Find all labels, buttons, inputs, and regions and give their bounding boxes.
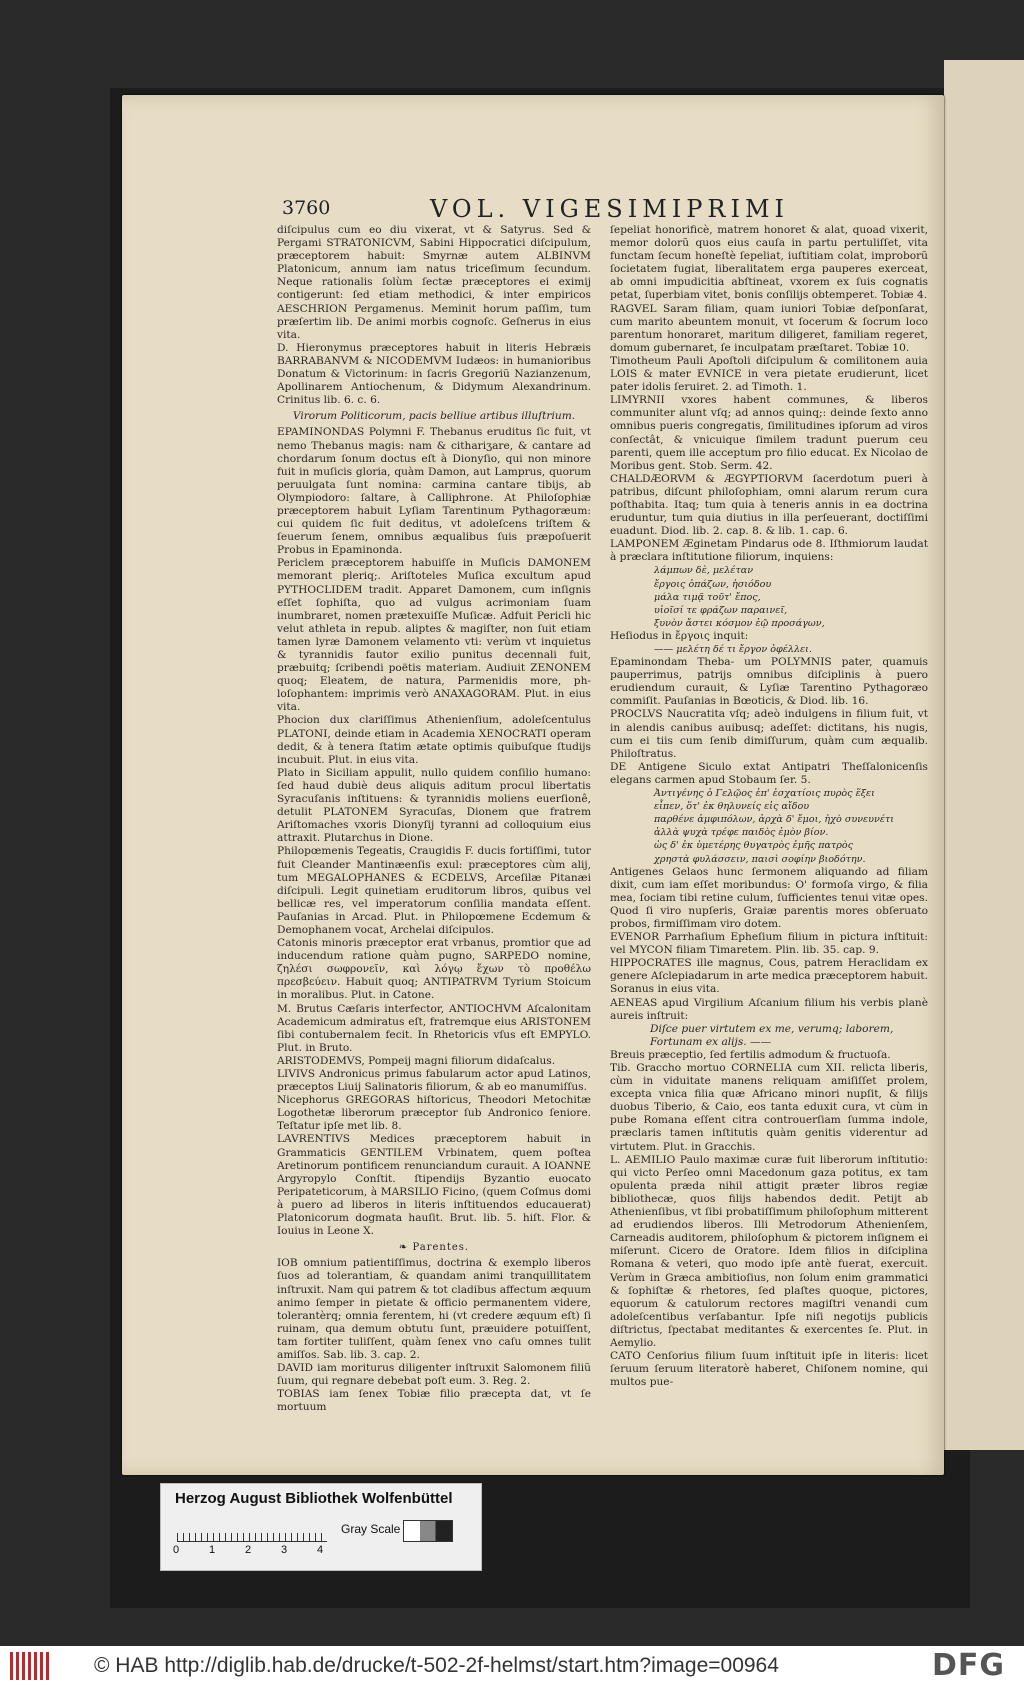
text-paragraph: L. AEMILIO Paulo maximæ curæ fuit liberorum inſtitutio: qui victo Perſeo omni Macedonum gaza potitus, ex tam opulenta præda nihil attigit præter libros regiæ bibliothecæ, quos filijs habendos dedit. Petijt ab Athenienſibus, vt ſibi probatiſſimum philoſophum mitterent ad erudiendos liberos. Illi Metrodorum Athenienſem, Carneadis auditorem, philoſophum & pictorem inſignem ei miſerunt. Cicero de Oratore. Idem filios in diſciplina Romana & veteri, quo modo ipſe antè fuerat, exercuit. Verùm in Græca ambitioſius, non ſolum enim grammatici & ſophiſtæ & rhetores, ſed plaſtes quoque, pictores, equorum & catulorum rectores magiſtri venandi cum adoleſcentibus verſabantur. Ipſe niſi negotijs publicis diſtrictus, ſpectabat meditantes & exercentes ſe. Plut. in Aemylio. (610, 1153, 928, 1349)
text-paragraph: D. Hieronymus præceptores habuit in literis Hebræis BARRABANVM & NICODEMVM Iudæos: in humanioribus Donatum & Victorinum: in ſacris Gregoriũ Nazianzenum, Apollinarem Antiochenum, & Didymum Alexandrinum. Crinitus lib. 6. c. 6. (277, 341, 591, 407)
text-paragraph: CATO Cenſorius filium ſuum inſtituit ipſe in literis: licet ſeruum ſeruum literatorè haberet, Chiſonem nomine, qui multos pue- (610, 1350, 928, 1389)
greek-verse-line: ξυνὸν ἄστει κόσμον ἑῷ προσάγων, (654, 617, 825, 629)
text-paragraph: Nicephorus GREGORAS hiſtoricus, Theodori Metochitæ Logothetæ liberorum præceptor ſub Andronico ſeniore. Teſtatur ipſe met lib. 8. (277, 1094, 591, 1133)
greek-verse-line: μάλα τιμᾷ τοῦτ' ἔπος, (654, 591, 761, 603)
text-paragraph: Timotheum Pauli Apoſtoli diſcipulum & comilitonem auia LOIS & mater EVNICE in vera pietate erudierunt, licet pater idolis ſeruiret. 2. ad Timoth. 1. (610, 354, 928, 394)
gray-scale-swatch (403, 1520, 453, 1542)
text-paragraph: PROCLVS Naucratita vſq; adeò indulgens in filium fuit, vt in alendis canibus auibusq; adeſſet: dictitans, his nugis, cum ei tiis cum ſenib dimiſſurum, quàm cum æqualib. Philoſtratus. (610, 708, 928, 760)
library-name: Herzog August Bibliothek Wolfenbüttel (175, 1490, 453, 1507)
text-paragraph: HIPPOCRATES ille magnus, Cous, patrem Heraclidam ex genere Aſclepiadarum in arte medica præceptorem habuit. Soranus in eius vita. (610, 957, 928, 996)
text-paragraph: Antigenes Gelaos hunc ſermonem aliquando ad filiam dixit, cum iam eſſet moribundus: O' formoſa virgo, & filia mea, ſociam tibi retine culum, ſufficientes tenui vitæ opes. Quod ſi viro nupſeris, Graiæ parentis mores obſeruato probos, firmiſſimam viro dotem. (610, 865, 928, 930)
facing-page-edge (944, 60, 1024, 1450)
text-paragraph: LIMYRNII vxores habent communes, & liberos communiter alunt vſq; ad annos quinq;: deinde ſexto anno omnibus pueris congregatis, ſimilitudines ipſorum ad viros conſectât, & vnicuique ſimilem tradunt puerum ceu parenti, quem ille acceptum pro filio educat. Ex Nicolao de Moribus gent. Stob. Serm. 42. (610, 394, 928, 472)
greek-verse-line: χρηστὰ φυλάσσειν, παισὶ σοφίην βιοδότην. (654, 853, 866, 865)
text-paragraph: Heſiodus in ἔργοις inquit: (610, 629, 749, 642)
text-paragraph: DE Antigene Siculo extat Antipatri Theſſalonicenſis elegans carmen apud Stobaum ſer. 5. (610, 760, 928, 786)
text-paragraph: AENEAS apud Virgilium Aſcanium filium his verbis planè aureis inſtruit: (610, 996, 928, 1022)
ruler-scale (177, 1519, 327, 1542)
greek-verse-line: εἶπεν, ὅτ' ἐκ θηλυνείς εἰς αἴδου (654, 801, 810, 813)
greek-verse-line: υἱοῖσί τε φράζων παραινεῖ, (654, 604, 788, 616)
text-paragraph: Epaminondam Theba- um POLYMNIS pater, quamuis pauperrimus, patrijs omnibus diſciplinis à puero erudiendum curauit, & Lyſiæ Tarentino Pythagoræo commiſit. Pauſanias in Bœoticis, & Diod. lib. 16. (610, 656, 928, 708)
text-paragraph: ARISTODEMVS, Pompeij magni filiorum didaſcalus. (277, 1054, 556, 1067)
text-paragraph: Plato in Siciliam appulit, nullo quidem conſilio humano: ſed haud dubiè deus aliquis aditum procul libertatis Syracuſanis inſtituens: & tyrannidis moliens euerſionê, detulit PLATONEM Syracuſas, Dionem que fratrem Ariſtomaches vxoris Dionyſij tyranni ad colloquium eius attraxit. Plutarchus in Dione. (277, 766, 591, 845)
latin-verse-line: Fortunam ex alijs. —— (650, 1035, 772, 1048)
text-paragraph: diſcipulus cum eo diu vixerat, vt & Satyrus. Sed & Pergami STRATONICVM, Sabini Hippocratici diſcipulum, præceptorem habuit: Smyrnæ autem ALBINVM Platonicum, annum iam natus triceſimum ſecundum. Neque rationalis ſolùm ſectæ præceptores ei eximij contigerunt: ſed etiam methodici, & inter empiricos AESCHRION Pergamenus. Meminit horum paſſim, tum præſertim lib. De animi morbis cognoſc. Geſnerus in eius vita. (277, 224, 591, 341)
source-url[interactable]: © HAB http://diglib.hab.de/drucke/t-502-2f-helmst/start.htm?image=00964 (94, 1654, 779, 1677)
greek-verse-line: —— μελέτη δέ τι ἔργον ὀφέλλει. (654, 644, 812, 655)
text-paragraph: LAVRENTIVS Medices præceptorem habuit in Grammaticis GENTILEM Vrbinatem, quem poſtea Aretinorum pontificem renunciandum curauit. A IOANNE Argyropylo Conſtit. ſtipendijs Byzantio euocato Peripateticorum, à MARSILIO Ficino, (quem Coſmus domi à puero ad liberos in literis inſtituendos educauerat) Platonicorum dogmata hauſit. Brut. lib. 5. hiſt. Flor. & Iouius in Leone X. (277, 1133, 591, 1238)
section-heading: Virorum Politicorum, pacis belliue artibus illuſtrium. (292, 410, 576, 423)
text-paragraph: LAMPONEM Æginetam Pindarus ode 8. Iſthmiorum laudat à præclara inſtitutione filiorum, inquiens: (610, 538, 928, 564)
hab-logo-icon (10, 1652, 50, 1680)
latin-verse-line: Diſce puer virtutem ex me, verumq; laborem, (650, 1022, 894, 1035)
ruler-number: 2 (245, 1544, 252, 1556)
text-paragraph: Breuis præceptio, ſed fertilis admodum & fructuoſa. (610, 1048, 891, 1061)
ruler-number: 4 (317, 1544, 324, 1556)
text-paragraph: EVENOR Parrhaſium Epheſium filium in pictura inſtituit: vel MYCON filiam Timaretem. Plin. lib. 35. cap. 9. (610, 931, 928, 957)
running-title: VOL. VIGESIMIPRIMI (430, 195, 790, 223)
text-paragraph: LIVIVS Andronicus primus fabularum actor apud Latinos, præceptos Liuij Salinatoris filiorum, & ab eo manumiſſus. (277, 1068, 591, 1094)
gray-scale-card (160, 1483, 482, 1571)
page-number: 3760 (282, 197, 331, 219)
text-paragraph: CHALDÆORVM & ÆGYPTIORVM ſacerdotum pueri à patribus, diſcunt philoſophiam, omni alarum rerum cura poſthabita. Itaq; tum quia à teneris annis in ea doctrina eruduntur, tum quia diutius in illa perſeuerant, doctiſſimi euadunt. Diod. lib. 2. cap. 8. & lib. 1. cap. 6. (610, 472, 928, 538)
text-paragraph: RAGVEL Saram filiam, quam iuniori Tobiæ deſponſarat, cum marito abeuntem monuit, vt ſocerum & ſocrum loco parentum honoraret, maritum diligeret, familiam regeret, domum gubernaret, ſe inculpatam præſtaret. Tobiæ 10. (610, 302, 928, 354)
greek-verse-line: ὡς δ' ἐκ ὑμετέρης θυγατρὸς ἐμῆς πατρὸς (654, 840, 854, 852)
text-paragraph: Phocion dux clariſſimus Athenienſium, adoleſcentulus PLATONI, deinde etiam in Academia XENOCRATI operam dedit, & à tenera ſtatim ætate optimis quibuſque ſtudijs incubuit. Plut. in eius vita. (277, 714, 591, 766)
text-paragraph: Tib. Graccho mortuo CORNELIA cum XII. relicta liberis, cùm in viduitate manens reliquam amiſiſſet prolem, excepta vnica filia quæ Africano minori nupſit, & filijs duobus Tiberio, & Caio, eos tanta eduxit cura, vt cùm in pube Romana eſſent citra controuerſiam ſumma indole, præclaris tamen inſtitutis quàm genitis viderentur ad virtutem. Plut. in Gracchis. (610, 1062, 928, 1153)
text-paragraph: M. Brutus Cæſaris interfector, ANTIOCHVM Aſcalonitam Academicum admiratus eſt, fratremque eius ARISTONEM ſibi contubernalem fecit. In Rhetoricis vſus eſt EMPYLO. Plut. in Bruto. (277, 1002, 591, 1054)
text-paragraph: Philopœmenis Tegeatis, Craugidis F. ducis fortiſſimi, tutor fuit Cleander Mantinæenſis exul: præceptores cùm alij, tum MEGALOPHANES & ECDELVS, Arceſilæ Pitanæi diſcipuli. Legit quinetiam eruditorum libros, quibus vel bellicæ res, vel imperatorum conſilia mandata eſſent. Pauſanias in Arcad. Plut. in Philopœmene Ecdemum & Demophanem vocat, Archelai diſcipulos. (277, 845, 591, 936)
ruler-number: 3 (281, 1544, 288, 1556)
ruler-number: 0 (173, 1544, 180, 1556)
greek-verse-line: ἔργοις ὀπάζων, ἡσιόδου (654, 578, 772, 590)
text-paragraph: ſepeliat honorificè, matrem honoret & alat, quoad vixerit, memor dolorũ quos eius cauſa in partu pertuliſſet, vita functam ſecum honeſtè ſepeliat, iuſtitiam colat, improborũ ſocietatem fugiat, liberalitatem erga pauperes exerceat, ab omni impudicitia abſtineat, vxorem ex ſuis cognatis petat, ſuperbiam vitet, bonis conſilijs obtemperet. Tobiæ 4. (610, 224, 928, 302)
gray-scale-label: Gray Scale (341, 1522, 401, 1536)
text-paragraph: Catonis minoris præceptor erat vrbanus, promtior que ad inducendum ratione quàm pugno, SARPEDO nomine, ζηλέσι σωφρονεῖν, καὶ λόγῳ ἔχων τὸ προθέλω πρεσβεύειν. Habuit quoq; ANTIPATRVM Tyrium Stoicum in moralibus. Plut. in Catone. (277, 937, 591, 1002)
ruler-number: 1 (209, 1544, 216, 1556)
left-text-column (277, 224, 591, 1414)
greek-verse-line: ἀλλὰ ψυχὰ τρέφε παιδὸς ἐμὸν βίον. (654, 827, 829, 839)
footer-bar (0, 1646, 1024, 1686)
greek-verse-line: παρθένε ἀμφιπόλων, ἀρχὰ δ' ἔμοι, ἠχὸ συνευνέτι (654, 814, 895, 826)
text-paragraph: EPAMINONDAS Polymni F. Thebanus eruditus ſic fuit, vt nemo Thebanus magis: nam & cithariʒare, & cantare ad chordarum ſonum doctus eſt à Dionyſio, qui non minore fuit in muſicis gloria, quàm Damon, aut Lamprus, quorum peruulgata ſunt nomina: carmina cantare tibijs, ab Olympiodoro: ſaltare, à Calliphrone. At Philoſophiæ præceptorem habuit Lyſiam Tarentinum Pythagoræum: cui quidem ſic fuit deditus, vt adoleſcens triſtem & ſeuerum ſenem, omnibus æqualibus ſuis præpoſuerit Probus in Epaminonda. (277, 426, 591, 557)
right-text-column (610, 224, 928, 1389)
section-ornament-heading: ❧ Parentes. (398, 1242, 470, 1254)
text-paragraph: IOB omnium patientiſſimus, doctrina & exemplo liberos ſuos ad tolerantiam, & quandam animi tranquillitatem inſtruxit. Nam qui patrem & tot cladibus affectum æquum animo ſemper in pietate & officio permanentem videre, tolerantèrq; omnia ferentem, hi (vt credere æquum eſt) ſi ruinam, qua demum obtutu ſunt, præuidere potuiſſent, tam fortiter tuliſſent, quàm ſenex vno caſu omnes tulit amiſſos. Sab. lib. 3. cap. 2. (277, 1257, 591, 1361)
greek-verse-line: Ἀντιγένης ὁ Γελῷος ἐπ' ἐσχατίοις πυρὸς ἕξει (654, 788, 875, 800)
text-paragraph: Periclem præceptorem habuiſſe in Muſicis DAMONEM memorant pleriq;. Ariſtoteles Muſica excultum apud PYTHOCLIDEM tradit. Apparet Damonem, cum inſignis eſſet ſophiſta, quo ad vulgus acrimoniam ſuam inumbraret, nomen prætexuiſſe Muſicæ. Adfuit Pericli hic velut athleta in repub. aliptes & magiſter, non ſuit etiam tamen lyræ Damonem velamento vti: verùm vt inquietus & tyrannidis fautor exilio punitus decennali fuit, præbuitq; ſcribendi poëtis materiam. Audiuit ZENONEM quoq; Eleatem, de natura, Parmenidis more, ph-loſophantem: imprimis verò ANAXAGORAM. Plut. in eius vita. (277, 557, 591, 714)
running-head (282, 195, 802, 223)
dfg-logo: DFG (932, 1648, 1006, 1683)
greek-verse-line: λάμπων δὲ, μελέταν (654, 565, 754, 577)
text-paragraph: DAVID iam moriturus diligenter inſtruxit Salomonem filiũ ſuum, qui regnare debebat poſt eum. 3. Reg. 2. (277, 1362, 591, 1388)
text-paragraph: TOBIAS iam ſenex Tobiæ filio præcepta dat, vt ſe mortuum (277, 1388, 591, 1414)
